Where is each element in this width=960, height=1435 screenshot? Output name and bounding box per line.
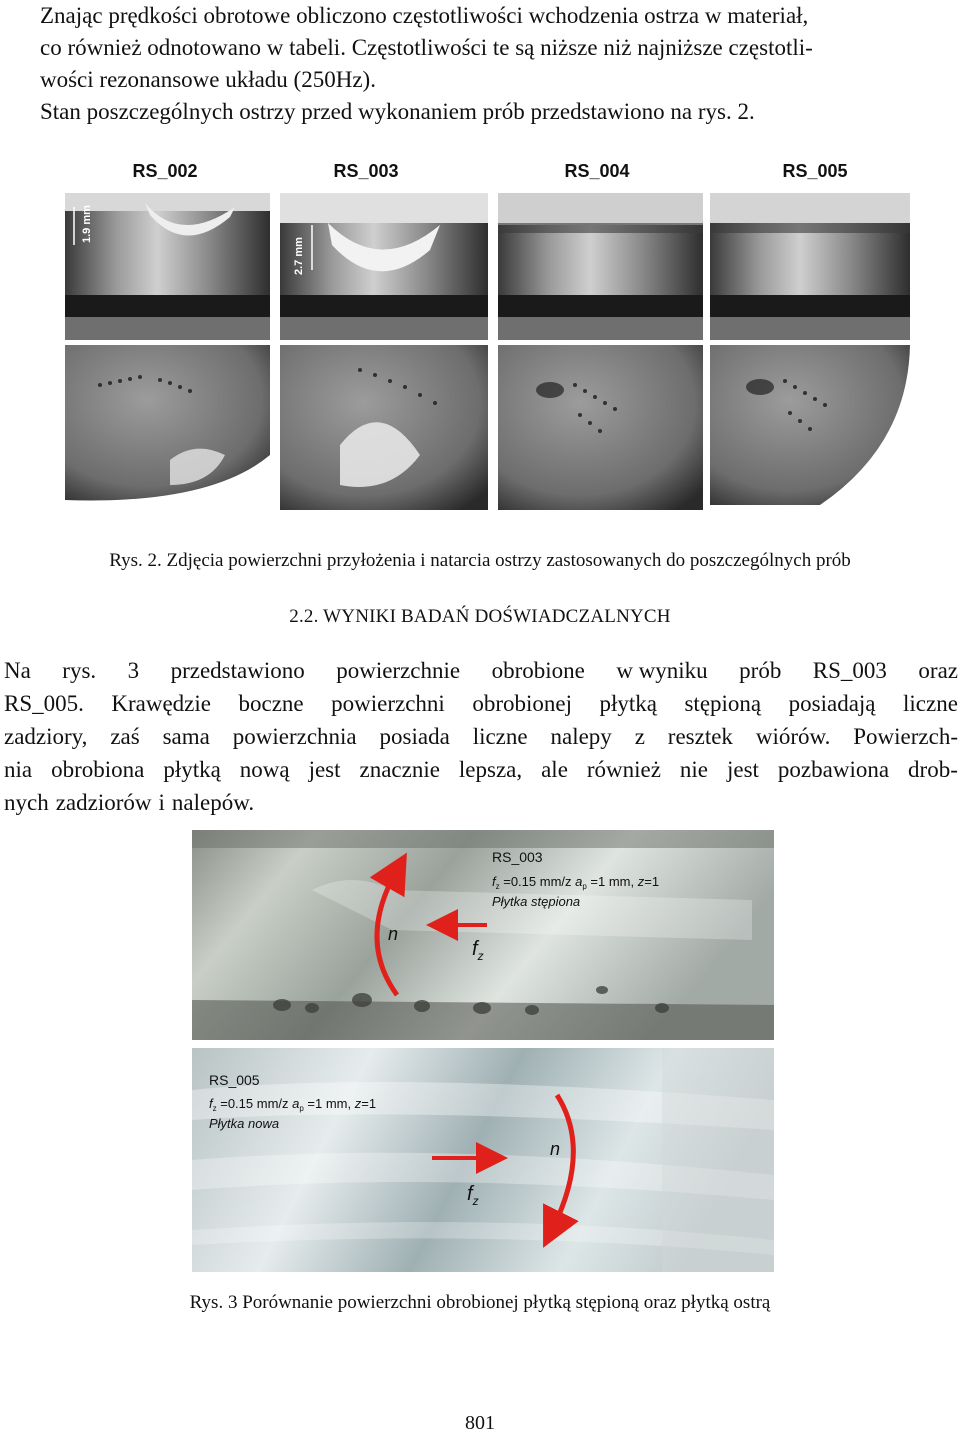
word: 3 <box>127 658 140 683</box>
word: posiada <box>379 724 450 749</box>
text-line: Stan poszczególnych ostrzy przed wykonaniem prób przedstawiono na rys. 2. <box>40 99 755 124</box>
word: wiórów. <box>755 724 831 749</box>
word: płytką <box>599 691 657 716</box>
params-rs005: $f_z =0.15$ mm/z $a_p =1$ mm, z=1 <box>209 1096 377 1113</box>
figure-3-caption: Rys. 3 Porównanie powierzchni obrobionej płytką stępioną oraz płytką ostrą <box>189 1292 771 1313</box>
photo-rs003-surface <box>192 830 774 1040</box>
fz-label: $f_z$ <box>472 938 484 963</box>
figure-2-caption: Rys. 2. Zdjęcia powierzchni przyłożenia i natarcia ostrzy zastosowanych do poszczególnych prób <box>109 550 851 571</box>
word: lepsza, <box>458 757 523 782</box>
text-line: Znając prędkości obrotowe obliczono częstotliwości wchodzenia ostrza w materiał, <box>40 3 809 28</box>
word: obrobione <box>491 658 585 683</box>
word: RS_005. <box>4 691 84 716</box>
word: nalepów. <box>171 790 255 815</box>
word: Powierzch- <box>853 724 958 749</box>
word: boczne <box>238 691 304 716</box>
measure-2-7mm: 2.7 mm <box>293 237 305 275</box>
figure-3-surface-photos <box>192 830 774 1272</box>
word: płytką <box>163 757 221 782</box>
label-rs003: RS_003 <box>333 161 399 181</box>
word: rys. <box>62 658 97 683</box>
word: powierzchni <box>331 691 445 716</box>
n-label: n <box>550 1139 561 1159</box>
word: RS_003 <box>812 658 887 683</box>
word: zadziory, <box>4 724 88 749</box>
word: powierzchnie <box>336 658 461 683</box>
photo-rs004-flank <box>498 193 703 340</box>
word: zadziorów <box>55 790 152 815</box>
photo-rs005-flank <box>710 193 910 340</box>
text-line: co również odnotowano w tabeli. Częstotliwości te są niższe niż najniższe częstotli- <box>40 35 813 60</box>
label-rs004: RS_004 <box>564 161 630 181</box>
word: Krawędzie <box>111 691 211 716</box>
photo-rs002-rake <box>65 345 270 510</box>
panel-title-rs005: RS_005 <box>209 1072 260 1088</box>
panel-title-rs003: RS_003 <box>492 849 543 865</box>
word: i <box>158 790 165 815</box>
section-title: 2.2. WYNIKI BADAŃ DOŚWIADCZALNYCH <box>289 606 671 627</box>
word: nych <box>4 790 49 815</box>
results-paragraph <box>4 654 958 819</box>
label-rs005: RS_005 <box>782 161 848 181</box>
word: resztek <box>667 724 733 749</box>
word: ale <box>541 757 568 782</box>
word: również <box>586 757 661 782</box>
word: liczne <box>472 724 528 749</box>
word: przedstawiono <box>170 658 305 683</box>
word: liczne <box>903 691 958 716</box>
figure-2-tool-photos <box>60 155 915 515</box>
word: obrobionej <box>472 691 572 716</box>
word: z <box>634 724 645 749</box>
params-rs003: $f_z =0.15$ mm/z $a_p =1$ mm, z=1 <box>492 874 660 891</box>
photo-rs003-rake <box>280 345 488 510</box>
word: oraz <box>918 658 958 683</box>
word: powierzchnia <box>232 724 357 749</box>
intro-paragraph <box>40 0 920 128</box>
insert-label-new: Płytka nowa <box>209 1116 280 1131</box>
insert-label-dull: Płytka stępiona <box>492 894 581 909</box>
panel-divider <box>192 1040 774 1048</box>
word: nalepy <box>550 724 612 749</box>
text-line <box>4 753 958 786</box>
page-number: 801 <box>465 1412 495 1434</box>
word: posiadają <box>788 691 876 716</box>
text-line <box>4 720 958 753</box>
word: zaś <box>110 724 140 749</box>
word: pozbawiona <box>777 757 890 782</box>
text-line <box>4 687 958 720</box>
word: sama <box>162 724 210 749</box>
word: stępioną <box>684 691 762 716</box>
text-line <box>4 654 958 687</box>
photo-rs003-flank <box>280 193 488 340</box>
photo-rs005-rake <box>710 345 910 510</box>
word: nia <box>4 757 33 782</box>
word: obrobiona <box>51 757 145 782</box>
word: drob- <box>908 757 958 782</box>
word: jest <box>727 757 759 782</box>
fz-label: $f_z$ <box>467 1183 479 1208</box>
photo-rs004-rake <box>498 345 703 510</box>
word: jest <box>308 757 341 782</box>
measure-1-9mm: 1.9 mm <box>81 205 93 243</box>
word: w wyniku <box>616 658 708 683</box>
word: Na <box>4 658 31 683</box>
word: prób <box>739 658 782 683</box>
word: znacznie <box>359 757 440 782</box>
label-rs002: RS_002 <box>132 161 198 181</box>
text-line <box>4 786 958 819</box>
text-line: wości rezonansowe układu (250Hz). <box>40 67 376 92</box>
word: nie <box>679 757 709 782</box>
photo-rs002-flank <box>65 193 270 340</box>
photo-rs005-surface <box>192 1048 774 1272</box>
word: nową <box>239 757 290 782</box>
n-label: n <box>388 924 399 944</box>
